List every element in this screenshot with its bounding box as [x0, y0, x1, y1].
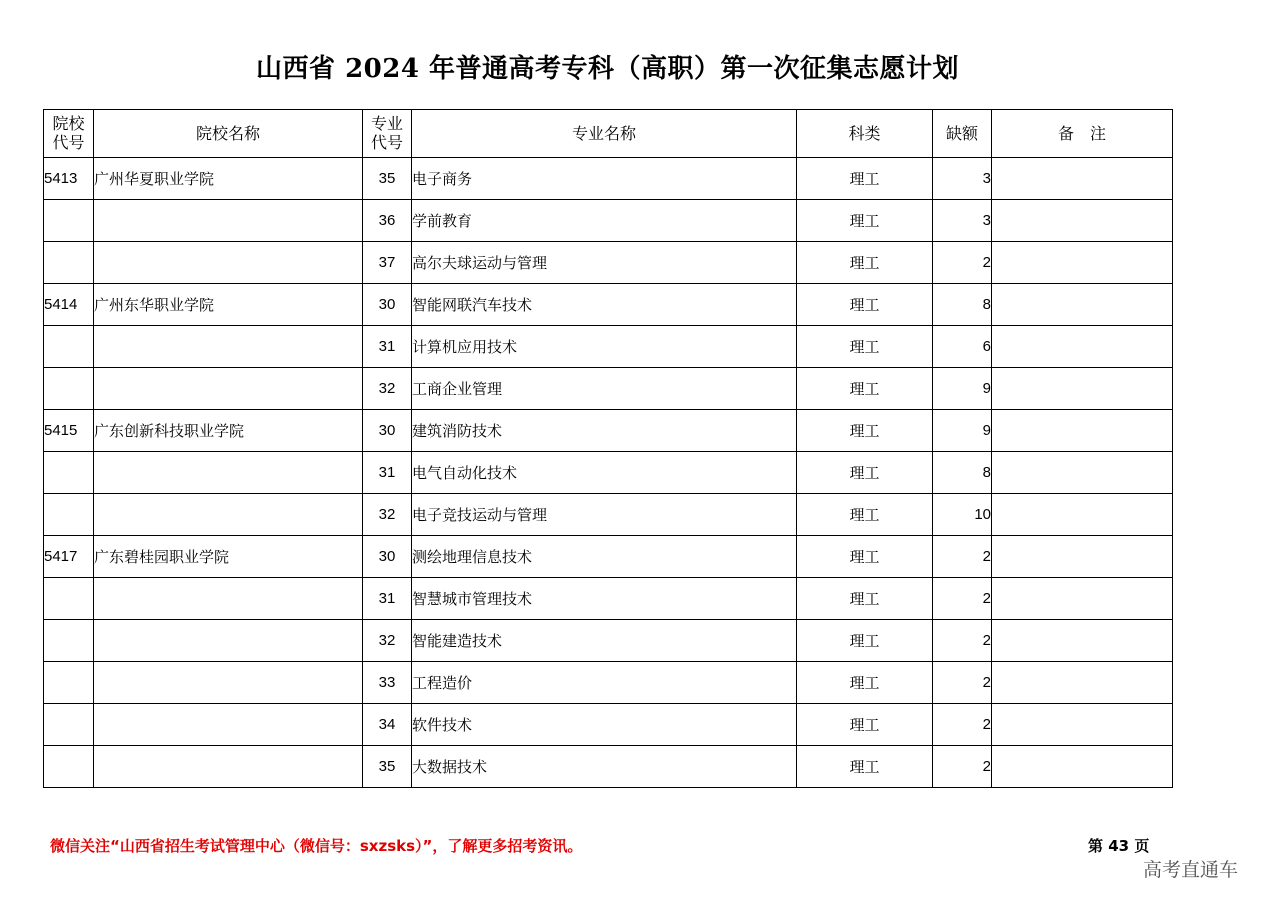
cell-major-name: 智能建造技术: [412, 620, 797, 662]
cell-school-name: 广东创新科技职业学院: [94, 410, 363, 452]
recruitment-plan-table: [43, 109, 1173, 788]
cell-remarks: [992, 200, 1173, 242]
table-row: [44, 536, 1173, 578]
cell-major-name: 电子竞技运动与管理: [412, 494, 797, 536]
cell-major-code: 30: [363, 410, 412, 452]
cell-school-name: 广州华夏职业学院: [94, 158, 363, 200]
cell-vacancies: 3: [933, 200, 992, 242]
cell-remarks: [992, 620, 1173, 662]
cell-major-code: 32: [363, 368, 412, 410]
cell-school-code: [44, 704, 94, 746]
cell-major-code: 35: [363, 746, 412, 788]
cell-major-name: 工商企业管理: [412, 368, 797, 410]
cell-category: 理工: [797, 452, 933, 494]
cell-category: 理工: [797, 662, 933, 704]
cell-school-name: [94, 326, 363, 368]
cell-category: 理工: [797, 494, 933, 536]
cell-major-name: 电子商务: [412, 158, 797, 200]
cell-vacancies: 2: [933, 746, 992, 788]
cell-major-name: 智慧城市管理技术: [412, 578, 797, 620]
cell-school-name: [94, 662, 363, 704]
header-major-name: 专业名称: [412, 110, 797, 158]
table-row: [44, 578, 1173, 620]
cell-vacancies: 2: [933, 242, 992, 284]
table-row: [44, 158, 1173, 200]
cell-vacancies: 6: [933, 326, 992, 368]
cell-remarks: [992, 494, 1173, 536]
cell-remarks: [992, 704, 1173, 746]
cell-remarks: [992, 662, 1173, 704]
wechat-follow-note: 微信关注“山西省招生考试管理中心（微信号：sxzsks）”，了解更多招考资讯。: [50, 837, 583, 855]
cell-school-name: 广州东华职业学院: [94, 284, 363, 326]
cell-school-name: 广东碧桂园职业学院: [94, 536, 363, 578]
header-vacancies: 缺额: [933, 110, 992, 158]
cell-school-code: [44, 200, 94, 242]
cell-school-code: [44, 578, 94, 620]
cell-major-name: 测绘地理信息技术: [412, 536, 797, 578]
page-title: 山西省 2024 年普通高考专科（高职）第一次征集志愿计划: [256, 54, 959, 84]
cell-vacancies: 9: [933, 368, 992, 410]
cell-major-code: 31: [363, 326, 412, 368]
header-category: 科类: [797, 110, 933, 158]
header-remarks: 备 注: [992, 110, 1173, 158]
cell-category: 理工: [797, 242, 933, 284]
header-school-code: 院校代号: [44, 110, 94, 158]
cell-major-name: 计算机应用技术: [412, 326, 797, 368]
cell-remarks: [992, 746, 1173, 788]
table-row: [44, 746, 1173, 788]
table-header-row: [44, 110, 1173, 158]
cell-category: 理工: [797, 620, 933, 662]
cell-school-name: [94, 620, 363, 662]
cell-remarks: [992, 578, 1173, 620]
cell-remarks: [992, 242, 1173, 284]
cell-school-code: 5414: [44, 284, 94, 326]
cell-school-code: 5413: [44, 158, 94, 200]
table-row: [44, 284, 1173, 326]
cell-category: 理工: [797, 158, 933, 200]
cell-major-code: 30: [363, 536, 412, 578]
cell-school-code: 5415: [44, 410, 94, 452]
cell-major-code: 33: [363, 662, 412, 704]
cell-vacancies: 2: [933, 662, 992, 704]
cell-school-code: 5417: [44, 536, 94, 578]
table-row: [44, 704, 1173, 746]
cell-major-code: 30: [363, 284, 412, 326]
cell-vacancies: 2: [933, 578, 992, 620]
table-row: [44, 662, 1173, 704]
cell-major-name: 软件技术: [412, 704, 797, 746]
cell-school-name: [94, 242, 363, 284]
cell-remarks: [992, 326, 1173, 368]
watermark: 高考直通车: [1143, 859, 1239, 881]
cell-remarks: [992, 158, 1173, 200]
table-row: [44, 326, 1173, 368]
cell-school-name: [94, 452, 363, 494]
cell-school-code: [44, 620, 94, 662]
cell-remarks: [992, 284, 1173, 326]
cell-major-name: 大数据技术: [412, 746, 797, 788]
cell-major-name: 电气自动化技术: [412, 452, 797, 494]
table-row: [44, 620, 1173, 662]
table-row: [44, 368, 1173, 410]
cell-school-name: [94, 578, 363, 620]
cell-vacancies: 9: [933, 410, 992, 452]
cell-major-code: 31: [363, 578, 412, 620]
cell-major-name: 学前教育: [412, 200, 797, 242]
cell-school-name: [94, 494, 363, 536]
cell-school-code: [44, 494, 94, 536]
cell-category: 理工: [797, 410, 933, 452]
cell-vacancies: 3: [933, 158, 992, 200]
cell-school-code: [44, 242, 94, 284]
cell-major-name: 高尔夫球运动与管理: [412, 242, 797, 284]
table-row: [44, 410, 1173, 452]
cell-vacancies: 8: [933, 284, 992, 326]
cell-vacancies: 8: [933, 452, 992, 494]
cell-remarks: [992, 536, 1173, 578]
cell-major-code: 31: [363, 452, 412, 494]
cell-major-code: 35: [363, 158, 412, 200]
cell-major-name: 智能网联汽车技术: [412, 284, 797, 326]
cell-category: 理工: [797, 704, 933, 746]
header-school-name: 院校名称: [94, 110, 363, 158]
cell-category: 理工: [797, 368, 933, 410]
cell-major-code: 32: [363, 494, 412, 536]
cell-school-code: [44, 368, 94, 410]
cell-remarks: [992, 410, 1173, 452]
cell-major-name: 工程造价: [412, 662, 797, 704]
cell-major-code: 34: [363, 704, 412, 746]
cell-category: 理工: [797, 746, 933, 788]
cell-category: 理工: [797, 200, 933, 242]
cell-school-code: [44, 662, 94, 704]
cell-vacancies: 2: [933, 704, 992, 746]
page-number: 第 43 页: [1088, 837, 1150, 855]
cell-school-name: [94, 200, 363, 242]
cell-school-code: [44, 326, 94, 368]
cell-school-name: [94, 746, 363, 788]
cell-major-code: 32: [363, 620, 412, 662]
header-major-code: 专业代号: [363, 110, 412, 158]
cell-vacancies: 2: [933, 620, 992, 662]
table-row: [44, 494, 1173, 536]
table-row: [44, 452, 1173, 494]
cell-vacancies: 2: [933, 536, 992, 578]
cell-school-name: [94, 368, 363, 410]
cell-remarks: [992, 452, 1173, 494]
cell-vacancies: 10: [933, 494, 992, 536]
cell-major-name: 建筑消防技术: [412, 410, 797, 452]
cell-category: 理工: [797, 284, 933, 326]
cell-major-code: 36: [363, 200, 412, 242]
table-row: [44, 200, 1173, 242]
cell-school-code: [44, 746, 94, 788]
cell-category: 理工: [797, 578, 933, 620]
cell-category: 理工: [797, 326, 933, 368]
cell-major-code: 37: [363, 242, 412, 284]
cell-school-name: [94, 704, 363, 746]
cell-remarks: [992, 368, 1173, 410]
table-row: [44, 242, 1173, 284]
cell-category: 理工: [797, 536, 933, 578]
cell-school-code: [44, 452, 94, 494]
